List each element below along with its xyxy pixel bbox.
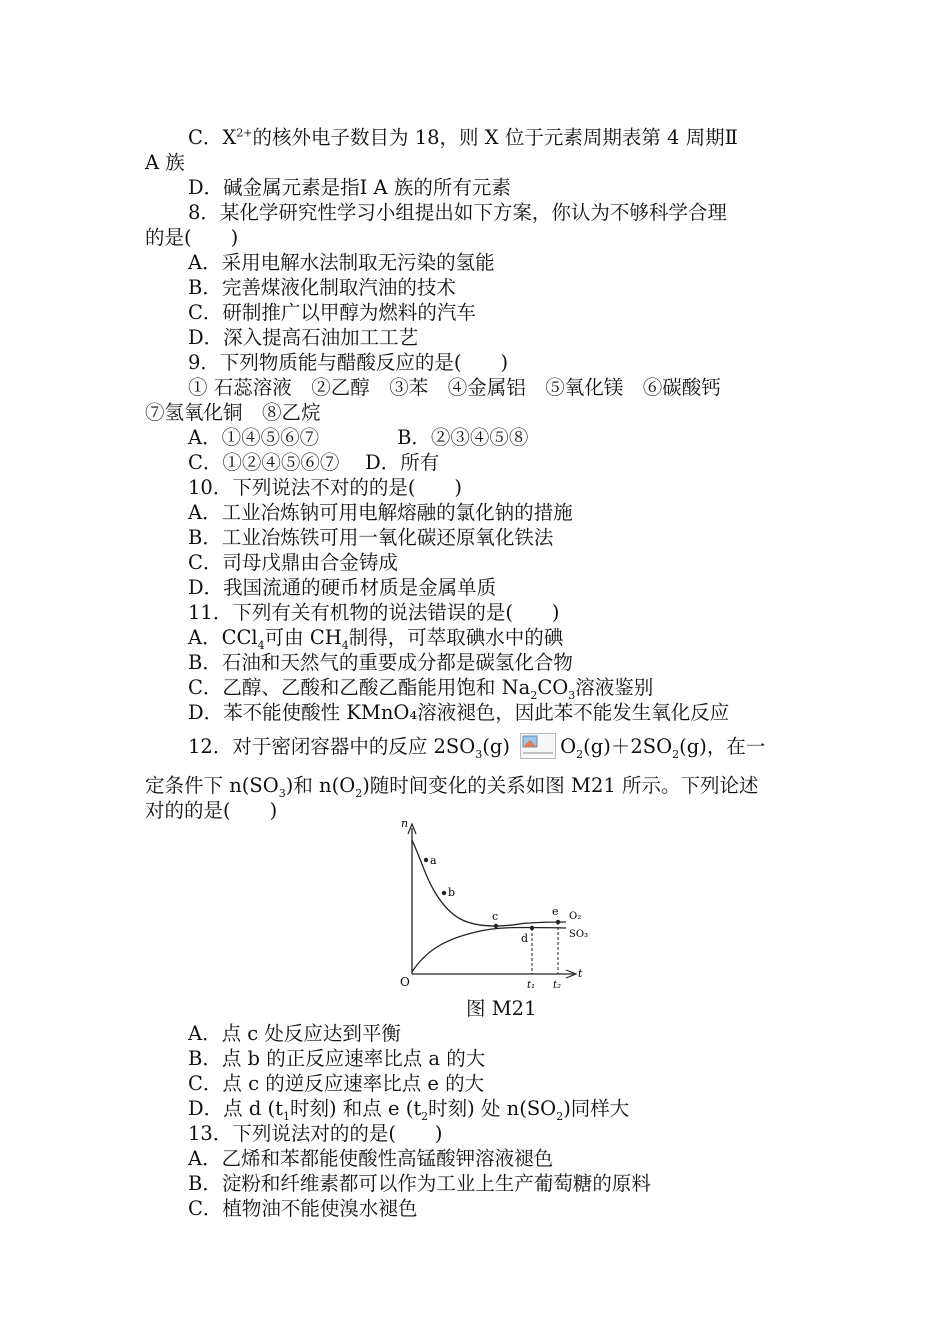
subscript: 1 [282,1109,290,1123]
q10-option-a: A．工业冶炼钠可用电解熔融的氯化钠的措施 [188,501,573,524]
q12-option-d [188,1096,629,1121]
q9-options-cd: C．①②④⑤⑥⑦ D．所有 [188,451,440,474]
subscript: 2 [530,688,538,702]
point-a [424,858,428,862]
q7-option-c-cont: A 族 [145,151,185,174]
subscript: 3 [475,747,483,761]
point-b [442,891,446,895]
q13-option-b: B．淀粉和纤维素都可以作为工业上生产葡萄糖的原料 [188,1172,651,1195]
text: 可由 CH [264,626,342,649]
q9-items-cont: ⑦氢氧化铜 ⑧乙烷 [145,401,321,424]
o2-curve [412,927,566,972]
q11-option-a [188,625,563,650]
subscript: 4 [257,638,265,652]
text: O [560,735,577,758]
q11-option-b: B．石油和天然气的重要成分都是碳氢化合物 [188,651,573,674]
text: )随时间变化的关系如图 M21 所示。下列论述 [362,774,759,797]
text: 的核外电子数目为 18，则 X 位于元素周期表第 4 周期Ⅱ [252,126,738,149]
point-e [556,920,560,924]
series-label-o2: O₂ [569,911,582,922]
q11-option-d: D．苯不能使酸性 KMnO₄溶液褪色，因此苯不能发生氧化反应 [188,701,730,724]
q8-option-a: A．采用电解水法制取无污染的氢能 [188,251,495,274]
point-d [530,926,534,930]
q9-stem: 9．下列物质能与醋酸反应的是( ) [188,351,509,374]
q8-option-d: D．深入提高石油加工工艺 [188,326,419,349]
q11-stem: 11．下列有关有机物的说法错误的是( ) [188,601,560,624]
reaction-curve-figure [396,814,606,994]
q10-stem: 10．下列说法不对的的是( ) [188,476,463,499]
figure-caption: 图 M21 [466,997,537,1020]
label-c: c [492,910,499,923]
subscript: 2 [556,1109,564,1123]
point-c [494,924,498,928]
y-axis-label: n [401,817,409,830]
text: CO [537,676,569,699]
text: 溶液鉴别 [575,676,654,699]
q9-options-ab: A．①④⑤⑥⑦ B．②③④⑤⑧ [188,426,529,449]
text: )和 n(O [285,774,356,797]
q10-option-c: C．司母戊鼎由合金铸成 [188,551,398,574]
q13-option-c: C．植物油不能使溴水褪色 [188,1197,418,1220]
subscript: 4 [341,638,349,652]
q8-stem-cont: 的是( ) [145,226,239,249]
text: (g)＋2SO [583,735,673,758]
text: )同样大 [563,1097,630,1120]
subscript: 2 [421,1109,429,1123]
label-e: e [552,905,559,918]
q12-option-b: B．点 b 的正反应速率比点 a 的大 [188,1047,486,1070]
x-axis-label: t [578,967,583,980]
q7-option-c [188,125,738,150]
label-b: b [448,886,456,899]
text: D．点 d (t [188,1097,283,1120]
text: C．X [188,126,237,149]
q12-stem [188,733,765,759]
tick-t1: t₁ [527,980,536,991]
q10-option-b: B．工业冶炼铁可用一氧化碳还原氧化铁法 [188,526,554,549]
text: A．CCl [188,626,258,649]
series-label-so3: SO₃ [569,929,589,940]
q12-stem-end: 对的的是( ) [145,799,278,822]
q12-option-a: A．点 c 处反应达到平衡 [188,1022,401,1045]
text: 定条件下 n(SO [145,774,279,797]
text: 时刻) 和点 e (t [289,1097,422,1120]
text: 制得，可萃取碘水中的碘 [348,626,564,649]
broken-image-icon [520,733,556,759]
q8-option-c: C．研制推广以甲醇为燃料的汽车 [188,301,476,324]
q12-stem-cont [145,773,758,798]
q8-stem: 8．某化学研究性学习小组提出如下方案，你认为不够科学合理 [188,201,727,224]
subscript: 2 [576,747,584,761]
superscript: 2+ [236,126,253,140]
q13-option-a: A．乙烯和苯都能使酸性高锰酸钾溶液褪色 [188,1147,554,1170]
so3-curve [412,840,566,926]
label-a: a [430,854,437,867]
q13-stem: 13．下列说法对的的是( ) [188,1122,443,1145]
q7-option-d: D．碱金属元素是指Ⅰ A 族的所有元素 [188,176,511,199]
subscript: 3 [568,688,576,702]
q9-items: ① 石蕊溶液 ②乙醇 ③苯 ④金属铝 ⑤氧化镁 ⑥碳酸钙 [188,376,721,399]
q10-option-d: D．我国流通的硬币材质是金属单质 [188,576,497,599]
subscript: 3 [278,786,286,800]
text: 时刻) 处 n(SO [428,1097,557,1120]
q11-option-c [188,675,653,700]
text: C．乙醇、乙酸和乙酸乙酯能用饱和 Na [188,676,531,699]
text: (g) [482,735,510,758]
text: (g)，在一 [679,735,766,758]
q12-option-c: C．点 c 的逆反应速率比点 e 的大 [188,1072,485,1095]
tick-t2: t₂ [553,980,562,991]
subscript: 2 [355,786,363,800]
q8-option-b: B．完善煤液化制取汽油的技术 [188,276,456,299]
text: 12．对于密闭容器中的反应 2SO [188,735,476,758]
label-d: d [521,932,529,945]
subscript: 2 [672,747,680,761]
origin-label: O [400,975,410,989]
